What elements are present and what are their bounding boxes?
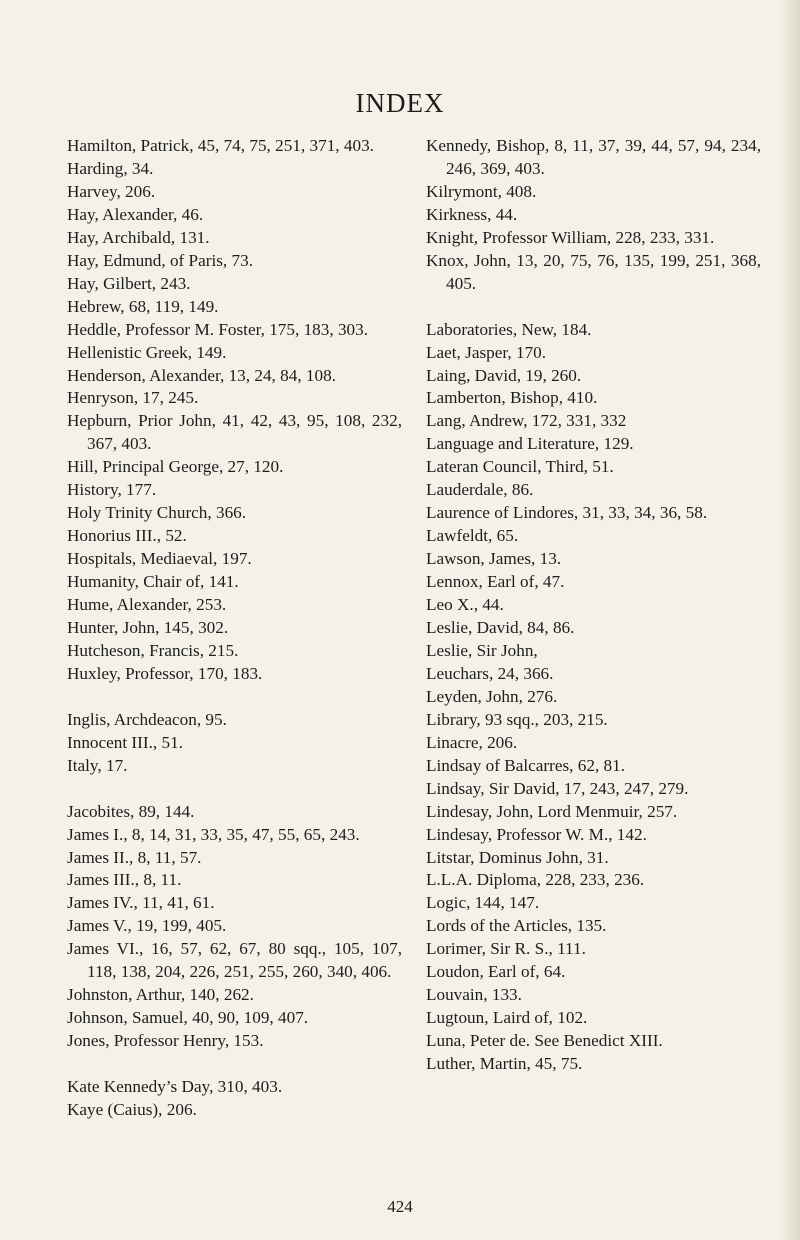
- index-entry: Knox, John, 13, 20, 75, 76, 135, 199, 251, 368, 405.: [426, 250, 761, 293]
- index-entry: James I., 8, 14, 31, 33, 35, 47, 55, 65, 243.: [67, 824, 360, 844]
- index-entry: Louvain, 133.: [426, 985, 522, 1005]
- index-entry: Lawfeldt, 65.: [426, 526, 519, 546]
- index-entry: Humanity, Chair of, 141.: [67, 572, 239, 592]
- index-entry: Laing, David, 19, 260.: [426, 365, 582, 385]
- index-entry: Henderson, Alexander, 13, 24, 84, 108.: [67, 365, 337, 385]
- index-entry: James VI., 16, 57, 62, 67, 80 sqq., 105, 107, 118, 138, 204, 226, 251, 255, 260, 340, 406.: [67, 939, 402, 982]
- index-entry: Hunter, John, 145, 302.: [67, 618, 229, 638]
- index-entry: Laurence of Lindores, 31, 33, 34, 36, 58.: [426, 503, 708, 523]
- index-entry: Language and Literature, 129.: [426, 434, 634, 454]
- index-entry: Hay, Gilbert, 243.: [67, 273, 191, 293]
- index-entry: Lugtoun, Laird of, 102.: [426, 1008, 588, 1028]
- index-entry: Huxley, Professor, 170, 183.: [67, 663, 263, 683]
- index-entry: Innocent III., 51.: [67, 732, 183, 752]
- page-number: 424: [387, 1197, 413, 1216]
- index-entry: Lang, Andrew, 172, 331, 332: [426, 411, 627, 431]
- index-entry: James V., 19, 199, 405.: [67, 916, 227, 936]
- index-entry: Hay, Alexander, 46.: [67, 204, 204, 224]
- index-entry: Heddle, Professor M. Foster, 175, 183, 303.: [67, 319, 369, 339]
- index-entry: Luna, Peter de. See Benedict XIII.: [426, 1031, 663, 1051]
- index-entry: Loudon, Earl of, 64.: [426, 962, 566, 982]
- index-entry: Litstar, Dominus John, 31.: [426, 847, 609, 867]
- letter-section-gap: [67, 686, 402, 709]
- index-entry: Lamberton, Bishop, 410.: [426, 388, 598, 408]
- index-entry: James II., 8, 11, 57.: [67, 847, 202, 867]
- index-entry: Lindsay, Sir David, 17, 243, 247, 279.: [426, 778, 689, 798]
- index-entry: Leo X., 44.: [426, 595, 504, 615]
- index-entry: Luther, Martin, 45, 75.: [426, 1054, 583, 1074]
- index-entry: Hutcheson, Francis, 215.: [67, 640, 239, 660]
- index-entry: James IV., 11, 41, 61.: [67, 893, 215, 913]
- index-entry: Lords of the Articles, 135.: [426, 916, 607, 936]
- index-entry: Knight, Professor William, 228, 233, 331.: [426, 227, 715, 247]
- index-entry: Linacre, 206.: [426, 732, 518, 752]
- index-entry: Leslie, Sir John,: [426, 640, 538, 660]
- index-entry: Logic, 144, 147.: [426, 893, 540, 913]
- index-entry: Jacobites, 89, 144.: [67, 801, 195, 821]
- index-entry: Kennedy, Bishop, 8, 11, 37, 39, 44, 57, 94, 234, 246, 369, 403.: [426, 136, 761, 178]
- index-entry: Library, 93 sqq., 203, 215.: [426, 709, 608, 729]
- index-entry: Harding, 34.: [67, 158, 154, 178]
- index-entry: Inglis, Archdeacon, 95.: [67, 709, 227, 729]
- index-entry: Italy, 17.: [67, 755, 128, 775]
- index-entry: Kaye (Caius), 206.: [67, 1099, 197, 1119]
- page-edge-shadow: [778, 0, 800, 1240]
- page-title: INDEX: [355, 88, 445, 118]
- index-entry: James III., 8, 11.: [67, 870, 182, 890]
- index-entry: Hepburn, Prior John, 41, 42, 43, 95, 108, 232, 367, 403.: [67, 411, 402, 454]
- index-entry: Hellenistic Greek, 149.: [67, 342, 227, 362]
- index-entry: Hume, Alexander, 253.: [67, 595, 227, 615]
- index-entry: Hay, Edmund, of Paris, 73.: [67, 250, 254, 270]
- index-entry: Johnston, Arthur, 140, 262.: [67, 985, 254, 1005]
- index-entry: Leyden, John, 276.: [426, 686, 558, 706]
- letter-section-gap: [426, 296, 761, 319]
- index-entry: Johnson, Samuel, 40, 90, 109, 407.: [67, 1008, 309, 1028]
- index-entry: History, 177.: [67, 480, 157, 500]
- index-entry: Jones, Professor Henry, 153.: [67, 1031, 264, 1051]
- index-entry: Leslie, David, 84, 86.: [426, 618, 575, 637]
- index-entry: Lorimer, Sir R. S., 111.: [426, 939, 586, 959]
- index-entry: Hill, Principal George, 27, 120.: [67, 457, 284, 477]
- index-entry: Lawson, James, 13.: [426, 549, 562, 569]
- index-entry: Lateran Council, Third, 51.: [426, 457, 614, 477]
- index-entry: Laet, Jasper, 170.: [426, 342, 547, 362]
- index-entry: Henryson, 17, 245.: [67, 388, 199, 408]
- letter-section-gap: [67, 778, 402, 801]
- index-entry: Harvey, 206.: [67, 181, 156, 201]
- index-entry: Lennox, Earl of, 47.: [426, 572, 565, 592]
- index-entry: Kirkness, 44.: [426, 204, 518, 224]
- index-entry: Lauderdale, 86.: [426, 480, 534, 500]
- index-entry: Holy Trinity Church, 366.: [67, 503, 247, 523]
- index-entry: Laboratories, New, 184.: [426, 319, 592, 339]
- index-entry: Lindesay, John, Lord Menmuir, 257.: [426, 801, 678, 821]
- index-entry: Honorius III., 52.: [67, 526, 187, 546]
- index-entry: Hospitals, Mediaeval, 197.: [67, 549, 252, 569]
- index-entry: Lindsay of Balcarres, 62, 81.: [426, 755, 626, 775]
- index-entry: Kate Kennedy’s Day, 310, 403.: [67, 1077, 283, 1097]
- index-column-left: [67, 135, 402, 1122]
- index-entry: L.L.A. Diploma, 228, 233, 236.: [426, 870, 645, 890]
- letter-section-gap: [67, 1053, 402, 1076]
- index-entry: Hay, Archibald, 131.: [67, 227, 210, 247]
- index-column-right: [426, 135, 761, 1076]
- index-entry: Kilrymont, 408.: [426, 181, 537, 201]
- index-entry: Lindesay, Professor W. M., 142.: [426, 824, 647, 844]
- index-entry: Hebrew, 68, 119, 149.: [67, 296, 219, 316]
- index-entry: Leuchars, 24, 366.: [426, 663, 554, 683]
- index-entry: Hamilton, Patrick, 45, 74, 75, 251, 371, 403.: [67, 136, 374, 155]
